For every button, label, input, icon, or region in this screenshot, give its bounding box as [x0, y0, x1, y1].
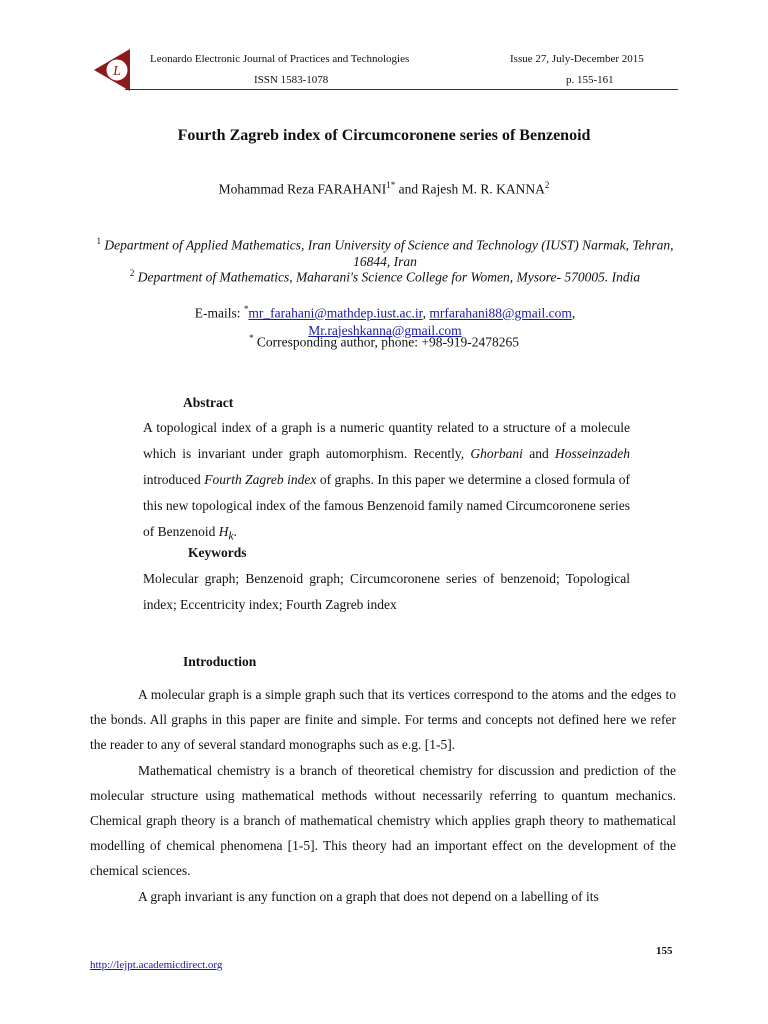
abstract-name-hosseinzadeh: Hosseinzadeh — [555, 446, 630, 461]
corresponding-star: * — [249, 333, 254, 343]
keywords-text: Molecular graph; Benzenoid graph; Circumcoronene series of benzenoid; Topological index; Eccentricity index; Fourth Zagreb index — [143, 571, 630, 612]
emails-label: E-mails: — [194, 305, 244, 321]
header-issn: ISSN 1583-1078 — [254, 74, 329, 86]
abstract-symbol-k: k — [228, 530, 234, 543]
header-divider — [125, 89, 678, 90]
affiliation-2 — [90, 265, 680, 286]
author-2: Rajesh M. R. KANNA — [421, 181, 545, 197]
author-2-affiliation: 2 — [544, 180, 550, 190]
header-pages: p. 155-161 — [566, 74, 614, 86]
corresponding-text: Corresponding author, phone: +98-919-2478265 — [253, 334, 519, 350]
intro-paragraph-1: A molecular graph is a simple graph such that its vertices correspond to the atoms and the edges to the bonds. All graphs in this paper are finite and simple. For terms and concepts not defined here we refer the reader to any of several standard monographs such as e.g. [1-5]. — [90, 687, 676, 753]
abstract-text — [143, 415, 630, 550]
paper-title: Fourth Zagreb index of Circumcoronene series of Benzenoid — [177, 127, 591, 144]
email-separator: , — [422, 305, 430, 321]
author-conjunction: and — [395, 181, 422, 197]
abstract-part: and — [522, 446, 555, 461]
header-issue: Issue 27, July-December 2015 — [510, 53, 644, 65]
email-link-1[interactable]: mr_farahani@mathdep.iust.ac.ir — [248, 305, 423, 321]
affiliation-1-text: Department of Applied Mathematics, Iran University of Science and Technology (IUST) Narmak, Tehran, 16844, Iran — [101, 237, 674, 269]
email-link-3[interactable]: Mr.rajeshkanna@gmail.com — [308, 322, 462, 338]
keywords-heading: Keywords — [188, 545, 247, 560]
email-link-2[interactable]: mrfarahani88@gmail.com — [429, 305, 572, 321]
introduction-heading: Introduction — [183, 654, 257, 669]
header-journal-name: Leonardo Electronic Journal of Practices and Technologies — [150, 53, 410, 65]
journal-url-link[interactable]: http://lejpt.academicdirect.org — [90, 959, 223, 971]
email-comma: , — [571, 305, 576, 321]
author-1: Mohammad Reza FARAHANI — [218, 181, 387, 197]
abstract-part: A topological index of a graph is a numeric quantity related to a structure of a molecule which is invariant under graph automorphism. Recently, — [143, 420, 630, 461]
page-number: 155 — [656, 945, 673, 957]
abstract-symbol-h: H — [218, 524, 229, 539]
email-star: * — [243, 304, 249, 314]
abstract-part: . — [233, 524, 237, 539]
affiliation-1-marker: 1 — [96, 236, 102, 246]
abstract-name-ghorbani: Ghorbani — [470, 446, 523, 461]
logo-letter: L — [113, 64, 121, 79]
abstract-heading: Abstract — [183, 395, 234, 410]
intro-paragraph-3: A graph invariant is any function on a graph that does not depend on a labelling of its — [138, 888, 599, 904]
corresponding-author — [0, 333, 768, 351]
affiliation-2-text: Department of Mathematics, Maharani's Science College for Women, Mysore- 570005. India — [134, 269, 641, 285]
journal-logo — [90, 45, 140, 95]
abstract-part: of graphs. In this paper we determine a closed formula of this new topological index of the famous Benzenoid family named Circumcoronene series of Benzenoid — [143, 472, 630, 539]
abstract-part: introduced — [143, 472, 205, 487]
author-line — [0, 180, 768, 198]
author-1-affiliation: 1* — [386, 180, 396, 190]
introduction-body — [90, 682, 676, 909]
abstract-index-name: Fourth Zagreb index — [204, 472, 317, 487]
affiliation-2-marker: 2 — [129, 268, 135, 278]
intro-paragraph-2: Mathematical chemistry is a branch of theoretical chemistry for discussion and prediction of the molecular structure using mathematical methods without necessarily referring to quantum mechanics. Chemical graph theory is a branch of mathematical chemistry which applies graph theory to mathematical modelling of chemical phenomena [1-5]. This theory had an important effect on the development of the chemical sciences. — [90, 762, 676, 879]
